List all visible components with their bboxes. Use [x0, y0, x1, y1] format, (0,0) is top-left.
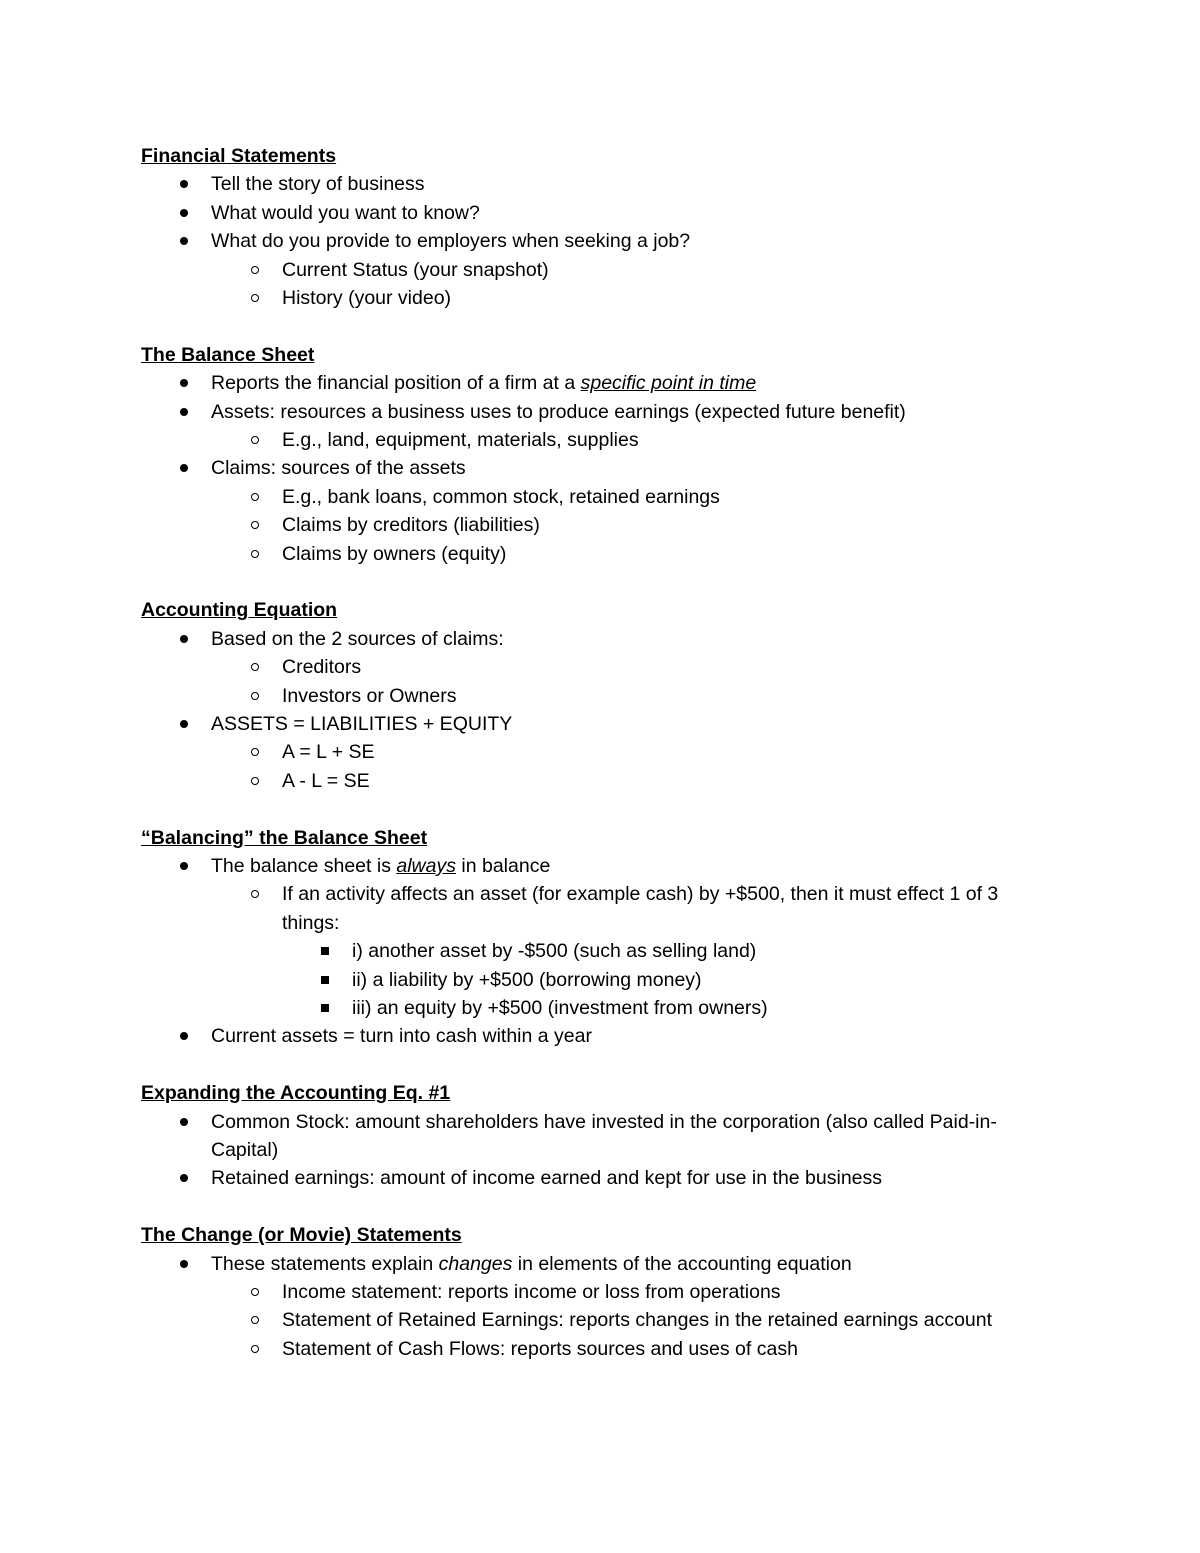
bullet-list — [141, 852, 1060, 1051]
list-item: The balance sheet is always in balance — [211, 855, 551, 878]
list-item: Assets: resources a business uses to produce earnings (expected future benefit) — [211, 400, 906, 423]
sub-list-item: Creditors — [282, 656, 362, 679]
sub-sub-list-item: i) another asset by -$500 (such as selling land) — [352, 940, 757, 963]
section-accounting-equation — [141, 596, 1060, 795]
section-heading: Accounting Equation — [141, 599, 338, 622]
sub-list-item: Investors or Owners — [282, 684, 457, 707]
sub-list-item: Income statement: reports income or loss from operations — [282, 1281, 781, 1304]
italic-text: changes — [438, 1252, 513, 1275]
section-heading: “Balancing” the Balance Sheet — [141, 826, 428, 849]
sub-list-item: E.g., land, equipment, materials, supplies — [282, 429, 639, 452]
sub-sub-list-item: iii) an equity by +$500 (investment from owners) — [352, 997, 768, 1020]
section-heading: Financial Statements — [141, 145, 337, 167]
list-item: These statements explain changes in elements of the accounting equation — [211, 1252, 852, 1275]
list-item: Common Stock: amount shareholders have invested in the corporation (also called Paid-in-Capital) — [211, 1110, 997, 1162]
bullet-list — [141, 625, 1060, 795]
list-item: Tell the story of business — [211, 173, 425, 196]
bullet-list — [141, 369, 1060, 568]
sub-list-item: If an activity affects an asset (for example cash) by +$500, then it must effect 1 of 3 things: — [282, 883, 999, 934]
bullet-list — [141, 1250, 1060, 1364]
section-balance-sheet — [141, 341, 1060, 568]
sub-list-item: Statement of Cash Flows: reports sources and uses of cash — [282, 1337, 798, 1360]
section-heading: The Change (or Movie) Statements — [141, 1224, 462, 1247]
list-item: What do you provide to employers when seeking a job? — [211, 230, 691, 253]
section-change-statements — [141, 1221, 1060, 1363]
blank-line — [141, 312, 1060, 340]
list-item: What would you want to know? — [211, 201, 480, 224]
sub-list-item: Statement of Retained Earnings: reports changes in the retained earnings account — [282, 1309, 993, 1332]
section-expanding-accounting-eq — [141, 1079, 1060, 1193]
sub-list-item: Claims by creditors (liabilities) — [282, 514, 540, 537]
blank-line — [141, 568, 1060, 596]
list-item: Reports the financial position of a firm at a specific point in time — [211, 372, 757, 395]
list-item: Based on the 2 sources of claims: — [211, 627, 504, 650]
section-heading: Expanding the Accounting Eq. #1 — [141, 1082, 451, 1105]
section-heading: The Balance Sheet — [141, 343, 315, 366]
sub-list-item: E.g., bank loans, common stock, retained earnings — [282, 485, 720, 508]
blank-line — [141, 795, 1060, 823]
sub-list-item: Claims by owners (equity) — [282, 542, 507, 565]
emphasis-text: always — [396, 855, 456, 878]
section-balancing-balance-sheet — [141, 824, 1060, 1051]
sub-list-item: A = L + SE — [282, 741, 375, 764]
list-item: ASSETS = LIABILITIES + EQUITY — [211, 713, 513, 736]
blank-line — [141, 1193, 1060, 1221]
emphasis-text: specific point in time — [580, 372, 757, 395]
sub-list-item: Current Status (your snapshot) — [282, 258, 549, 281]
list-item: Current assets = turn into cash within a year — [211, 1025, 592, 1048]
section-financial-statements — [141, 142, 1060, 312]
sub-sub-list-item: ii) a liability by +$500 (borrowing money) — [352, 968, 702, 991]
list-item: Claims: sources of the assets — [211, 457, 466, 480]
list-item: Retained earnings: amount of income earned and kept for use in the business — [211, 1167, 883, 1190]
bullet-list — [141, 170, 1060, 312]
sub-list-item: A - L = SE — [282, 769, 370, 792]
bullet-list — [141, 1108, 1060, 1193]
blank-line — [141, 1051, 1060, 1079]
sub-list-item: History (your video) — [282, 287, 452, 310]
